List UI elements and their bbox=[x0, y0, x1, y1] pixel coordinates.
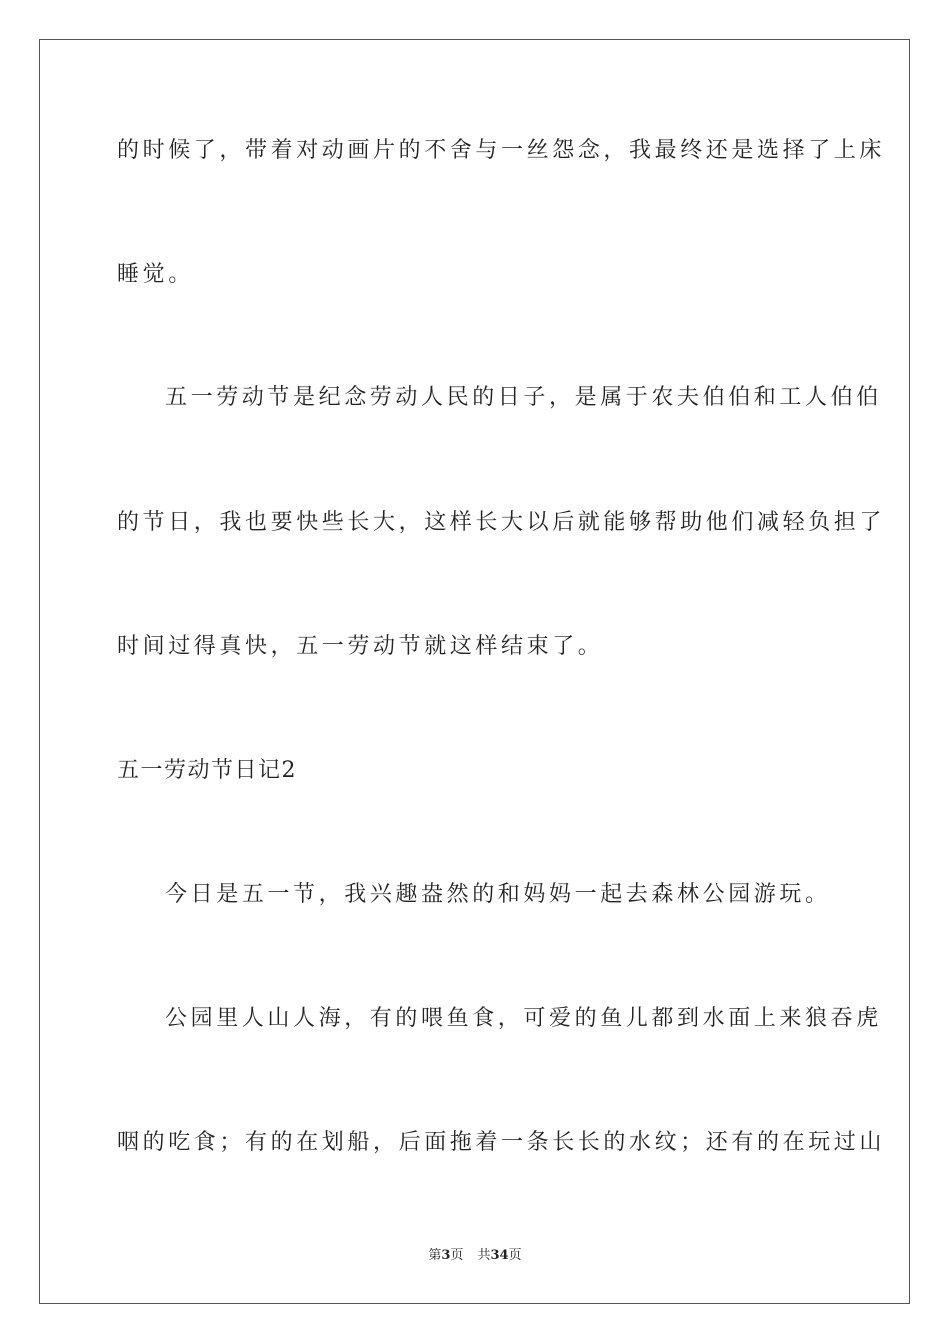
footer-total-suffix: 页 bbox=[508, 1248, 522, 1263]
paragraph-line-2: 今日是五一节，我兴趣盎然的和妈妈一起去森林公园游玩。 bbox=[165, 882, 831, 907]
page-footer bbox=[0, 1248, 950, 1264]
paragraph-line-1: 五一劳动节是纪念劳动人民的日子，是属于农夫伯伯和工人伯伯 bbox=[165, 385, 882, 410]
footer-page-number: 3 bbox=[441, 1248, 451, 1263]
page-frame bbox=[39, 39, 910, 1304]
body-line-2: 睡觉。 bbox=[117, 262, 194, 287]
paragraph-line-3: 公园里人山人海，有的喂鱼食，可爱的鱼儿都到水面上来狼吞虎 bbox=[165, 1006, 882, 1031]
body-line-1: 的时候了，带着对动画片的不舍与一丝怨念，我最终还是选择了上床 bbox=[117, 138, 886, 163]
footer-page-prefix: 第 bbox=[428, 1248, 442, 1263]
body-line-4: 时间过得真快，五一劳动节就这样结束了。 bbox=[117, 634, 604, 659]
footer-total-pages: 34 bbox=[490, 1248, 509, 1263]
body-line-5: 咽的吃食；有的在划船，后面拖着一条长长的水纹；还有的在玩过山 bbox=[117, 1130, 886, 1155]
footer-page-suffix: 页 bbox=[450, 1248, 464, 1263]
footer-total-prefix: 共 bbox=[477, 1248, 491, 1263]
section-heading: 五一劳动节日记2 bbox=[117, 758, 297, 783]
body-line-3: 的节日，我也要快些长大，这样长大以后就能够帮助他们减轻负担了 bbox=[117, 510, 886, 535]
